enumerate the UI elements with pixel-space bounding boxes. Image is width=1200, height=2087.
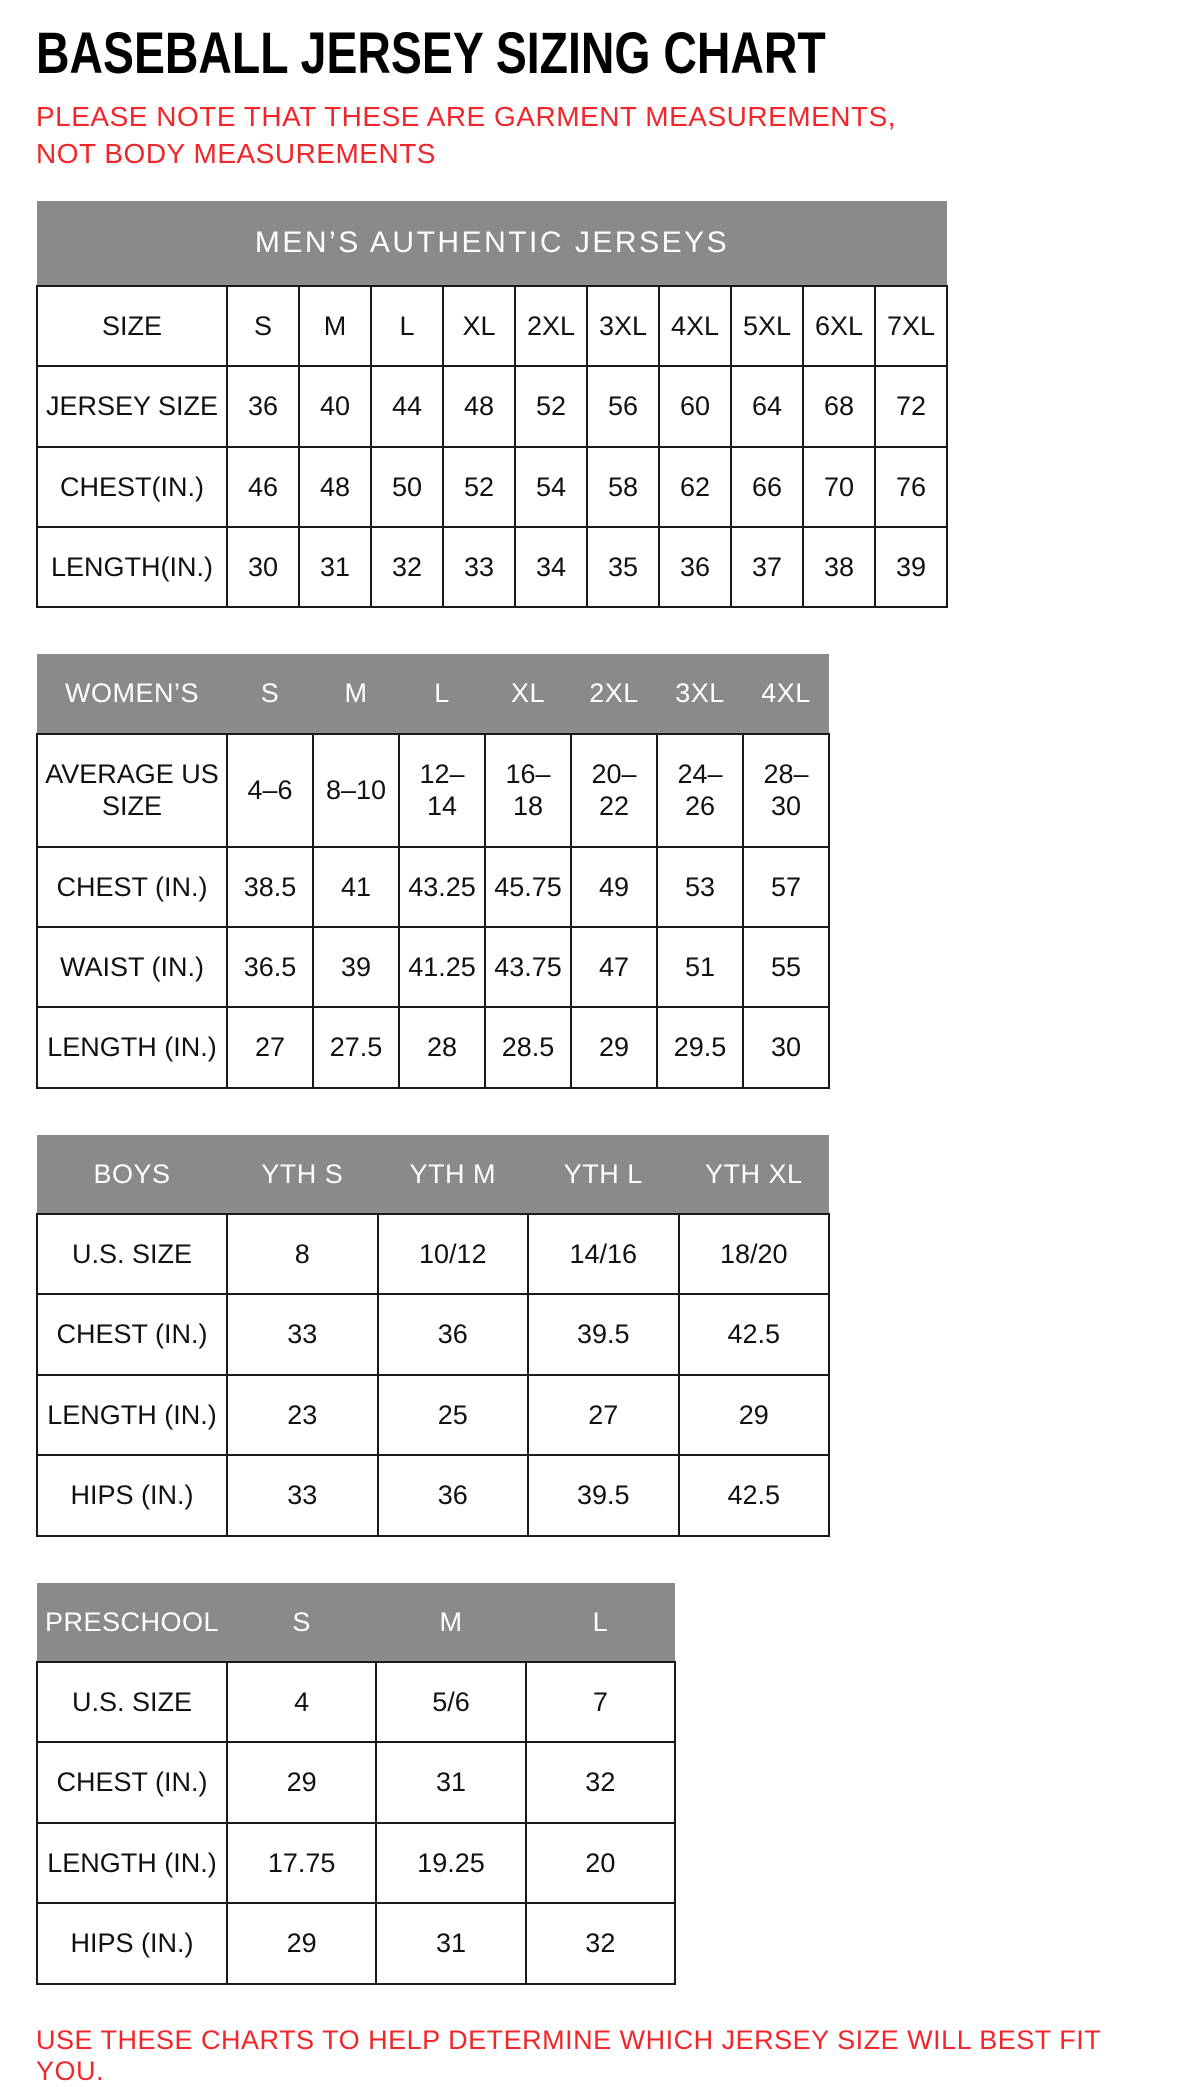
mens-value-cell: 52	[515, 366, 587, 446]
boys-value-cell: 42.5	[679, 1294, 830, 1374]
mens-value-cell: 46	[227, 447, 299, 527]
preschool-header-label: PRESCHOOL	[37, 1583, 227, 1662]
mens-value-cell: 37	[731, 527, 803, 607]
mens-value-cell: 7XL	[875, 286, 947, 366]
mens-value-cell: 32	[371, 527, 443, 607]
womens-value-cell: 4–6	[227, 734, 313, 847]
preschool-value-cell: 5/6	[376, 1662, 525, 1742]
preschool-size-header: S	[227, 1583, 376, 1662]
preschool-row-label: U.S. SIZE	[37, 1662, 227, 1742]
mens-value-cell: 40	[299, 366, 371, 446]
womens-value-cell: 53	[657, 847, 743, 927]
mens-value-cell: 36	[659, 527, 731, 607]
preschool-value-cell: 29	[227, 1742, 376, 1822]
womens-value-cell: 36.5	[227, 927, 313, 1007]
preschool-row-3	[37, 1903, 675, 1983]
page-header	[36, 21, 1170, 173]
mens-title-band	[37, 201, 947, 286]
womens-value-cell: 49	[571, 847, 657, 927]
preschool-row-label: CHEST (IN.)	[37, 1742, 227, 1822]
boys-value-cell: 39.5	[528, 1294, 679, 1374]
womens-value-cell: 12–14	[399, 734, 485, 847]
womens-value-cell: 51	[657, 927, 743, 1007]
womens-value-cell: 38.5	[227, 847, 313, 927]
preschool-value-cell: 32	[526, 1903, 675, 1983]
measurement-note: PLEASE NOTE THAT THESE ARE GARMENT MEASUREMENTS, NOT BODY MEASUREMENTS	[36, 100, 897, 169]
boys-value-cell: 23	[227, 1375, 378, 1455]
mens-value-cell: 76	[875, 447, 947, 527]
mens-value-cell: 50	[371, 447, 443, 527]
womens-size-header: XL	[485, 654, 571, 733]
womens-sizing-table	[36, 654, 830, 1088]
page-title: BASEBALL JERSEY SIZING CHART	[36, 21, 826, 86]
mens-value-cell: 36	[227, 366, 299, 446]
womens-row-1	[37, 847, 829, 927]
mens-value-cell: 60	[659, 366, 731, 446]
preschool-value-cell: 7	[526, 1662, 675, 1742]
preschool-value-cell: 29	[227, 1903, 376, 1983]
womens-row-label: AVERAGE US SIZE	[37, 734, 227, 847]
boys-header-row	[37, 1135, 829, 1214]
mens-row-label: JERSEY SIZE	[37, 366, 227, 446]
mens-value-cell: 38	[803, 527, 875, 607]
boys-row-label: HIPS (IN.)	[37, 1455, 227, 1535]
mens-value-cell: 34	[515, 527, 587, 607]
mens-value-cell: M	[299, 286, 371, 366]
mens-value-cell: 72	[875, 366, 947, 446]
mens-value-cell: 48	[299, 447, 371, 527]
mens-value-cell: 2XL	[515, 286, 587, 366]
sizing-charts	[36, 201, 1170, 2087]
boys-size-header: YTH M	[378, 1135, 529, 1214]
boys-value-cell: 10/12	[378, 1214, 529, 1294]
boys-value-cell: 18/20	[679, 1214, 830, 1294]
boys-row-label: CHEST (IN.)	[37, 1294, 227, 1374]
boys-value-cell: 27	[528, 1375, 679, 1455]
boys-value-cell: 36	[378, 1455, 529, 1535]
womens-value-cell: 27	[227, 1007, 313, 1087]
womens-value-cell: 45.75	[485, 847, 571, 927]
womens-row-0	[37, 734, 829, 847]
womens-value-cell: 47	[571, 927, 657, 1007]
boys-value-cell: 8	[227, 1214, 378, 1294]
womens-size-header: M	[313, 654, 399, 733]
boys-row-0	[37, 1214, 829, 1294]
preschool-row-label: LENGTH (IN.)	[37, 1823, 227, 1903]
mens-sizing-table	[36, 201, 948, 609]
womens-value-cell: 24–26	[657, 734, 743, 847]
mens-value-cell: L	[371, 286, 443, 366]
boys-row-1	[37, 1294, 829, 1374]
preschool-row-label: HIPS (IN.)	[37, 1903, 227, 1983]
womens-value-cell: 55	[743, 927, 829, 1007]
mens-value-cell: 70	[803, 447, 875, 527]
footer-note: USE THESE CHARTS TO HELP DETERMINE WHICH JERSEY SIZE WILL BEST FIT YOU.	[36, 2024, 1101, 2086]
boys-row-label: LENGTH (IN.)	[37, 1375, 227, 1455]
womens-value-cell: 28.5	[485, 1007, 571, 1087]
mens-row-3	[37, 527, 947, 607]
womens-value-cell: 28–30	[743, 734, 829, 847]
boys-header-label: BOYS	[37, 1135, 227, 1214]
mens-value-cell: 62	[659, 447, 731, 527]
womens-row-2	[37, 927, 829, 1007]
womens-size-header: 4XL	[743, 654, 829, 733]
mens-value-cell: 52	[443, 447, 515, 527]
mens-value-cell: 68	[803, 366, 875, 446]
womens-header-row	[37, 654, 829, 733]
boys-row-3	[37, 1455, 829, 1535]
womens-value-cell: 39	[313, 927, 399, 1007]
mens-row-label: SIZE	[37, 286, 227, 366]
womens-size-header: 2XL	[571, 654, 657, 733]
boys-size-header: YTH L	[528, 1135, 679, 1214]
womens-row-label: WAIST (IN.)	[37, 927, 227, 1007]
womens-value-cell: 27.5	[313, 1007, 399, 1087]
boys-value-cell: 29	[679, 1375, 830, 1455]
preschool-value-cell: 31	[376, 1903, 525, 1983]
mens-value-cell: 4XL	[659, 286, 731, 366]
boys-size-header: YTH XL	[679, 1135, 830, 1214]
preschool-row-1	[37, 1742, 675, 1822]
preschool-header-row	[37, 1583, 675, 1662]
womens-value-cell: 20–22	[571, 734, 657, 847]
womens-value-cell: 16–18	[485, 734, 571, 847]
boys-row-label: U.S. SIZE	[37, 1214, 227, 1294]
mens-value-cell: S	[227, 286, 299, 366]
boys-value-cell: 39.5	[528, 1455, 679, 1535]
preschool-value-cell: 31	[376, 1742, 525, 1822]
preschool-value-cell: 19.25	[376, 1823, 525, 1903]
mens-value-cell: 5XL	[731, 286, 803, 366]
mens-value-cell: 3XL	[587, 286, 659, 366]
preschool-row-0	[37, 1662, 675, 1742]
preschool-value-cell: 32	[526, 1742, 675, 1822]
preschool-row-2	[37, 1823, 675, 1903]
preschool-size-header: M	[376, 1583, 525, 1662]
womens-value-cell: 29	[571, 1007, 657, 1087]
mens-value-cell: 64	[731, 366, 803, 446]
mens-row-2	[37, 447, 947, 527]
mens-value-cell: 48	[443, 366, 515, 446]
womens-value-cell: 43.25	[399, 847, 485, 927]
mens-row-label: CHEST(IN.)	[37, 447, 227, 527]
womens-value-cell: 30	[743, 1007, 829, 1087]
boys-value-cell: 42.5	[679, 1455, 830, 1535]
boys-value-cell: 25	[378, 1375, 529, 1455]
mens-value-cell: 31	[299, 527, 371, 607]
womens-value-cell: 57	[743, 847, 829, 927]
womens-row-label: LENGTH (IN.)	[37, 1007, 227, 1087]
boys-sizing-table	[36, 1135, 830, 1537]
preschool-value-cell: 4	[227, 1662, 376, 1742]
mens-value-cell: 56	[587, 366, 659, 446]
mens-table-title: MEN’S AUTHENTIC JERSEYS	[37, 201, 947, 286]
mens-value-cell: 44	[371, 366, 443, 446]
mens-row-0	[37, 286, 947, 366]
mens-value-cell: 6XL	[803, 286, 875, 366]
womens-value-cell: 41.25	[399, 927, 485, 1007]
boys-value-cell: 33	[227, 1455, 378, 1535]
boys-size-header: YTH S	[227, 1135, 378, 1214]
mens-value-cell: 35	[587, 527, 659, 607]
mens-value-cell: 39	[875, 527, 947, 607]
womens-size-header: L	[399, 654, 485, 733]
boys-value-cell: 33	[227, 1294, 378, 1374]
boys-value-cell: 36	[378, 1294, 529, 1374]
preschool-value-cell: 20	[526, 1823, 675, 1903]
preschool-value-cell: 17.75	[227, 1823, 376, 1903]
womens-value-cell: 29.5	[657, 1007, 743, 1087]
mens-value-cell: 58	[587, 447, 659, 527]
mens-value-cell: 66	[731, 447, 803, 527]
womens-row-3	[37, 1007, 829, 1087]
womens-header-label: WOMEN’S	[37, 654, 227, 733]
mens-value-cell: 30	[227, 527, 299, 607]
boys-row-2	[37, 1375, 829, 1455]
preschool-sizing-table	[36, 1583, 676, 1985]
womens-value-cell: 41	[313, 847, 399, 927]
womens-size-header: 3XL	[657, 654, 743, 733]
mens-value-cell: 54	[515, 447, 587, 527]
womens-value-cell: 28	[399, 1007, 485, 1087]
mens-row-label: LENGTH(IN.)	[37, 527, 227, 607]
preschool-size-header: L	[526, 1583, 675, 1662]
mens-value-cell: XL	[443, 286, 515, 366]
womens-size-header: S	[227, 654, 313, 733]
mens-row-1	[37, 366, 947, 446]
boys-value-cell: 14/16	[528, 1214, 679, 1294]
mens-value-cell: 33	[443, 527, 515, 607]
womens-value-cell: 43.75	[485, 927, 571, 1007]
womens-value-cell: 8–10	[313, 734, 399, 847]
womens-row-label: CHEST (IN.)	[37, 847, 227, 927]
